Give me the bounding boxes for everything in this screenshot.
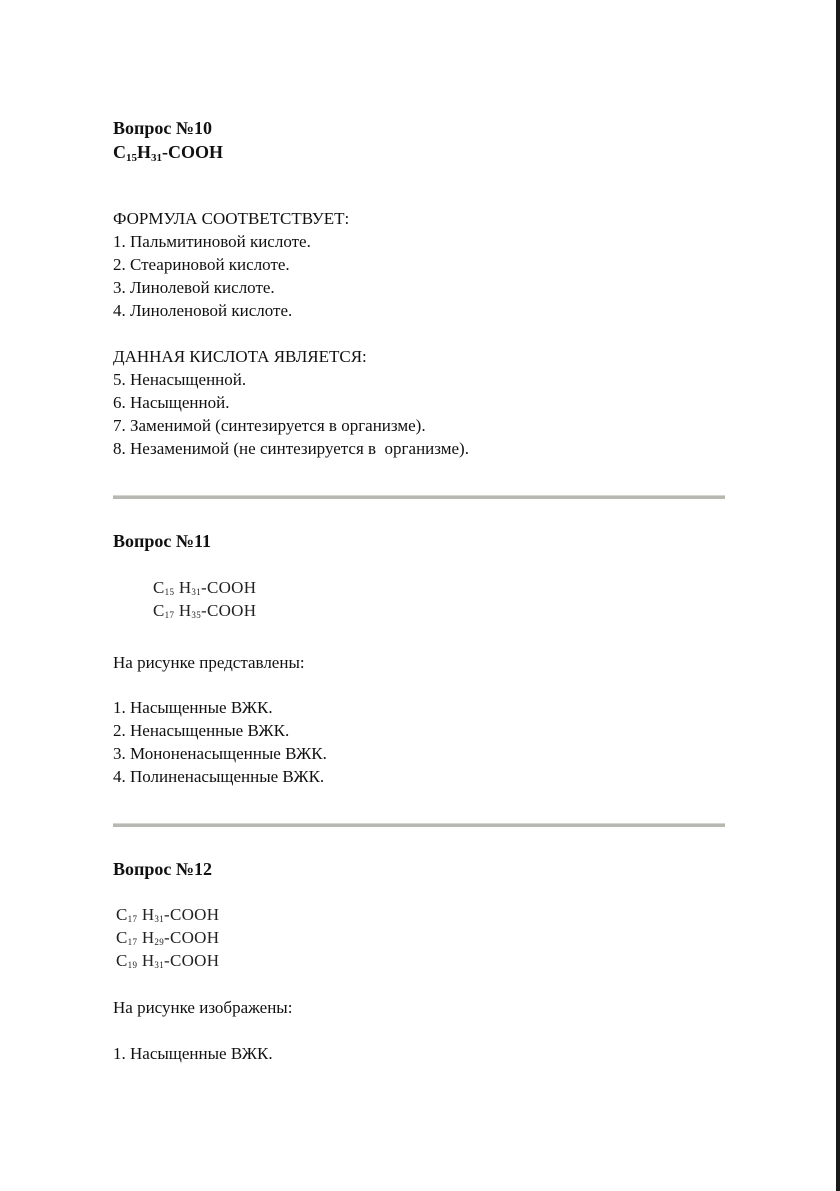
list-item: 2. Стеариновой кислоте. <box>113 255 290 274</box>
question-11-caption: На рисунке представлены: <box>113 653 305 672</box>
list-item: 1. Насыщенные ВЖК. <box>113 698 273 717</box>
question-10-title: Вопрос №10 <box>113 118 212 138</box>
list-item: 3. Линолевой кислоте. <box>113 278 275 297</box>
list-item: 4. Полиненасыщенные ВЖК. <box>113 767 325 786</box>
list-item: 5. Ненасыщенной. <box>113 370 247 389</box>
question-12-title: Вопрос №12 <box>113 859 212 879</box>
list-item: 3. Мононенасыщенные ВЖК. <box>113 744 327 763</box>
divider <box>113 495 725 499</box>
question-11-formula-2: $C_{17}$ $H_{35}$-COOH <box>153 601 257 620</box>
page-edge <box>836 0 840 1191</box>
divider <box>113 823 725 827</box>
question-10-formula: $C_{15}H_{31}$-COOH <box>113 142 224 164</box>
list-item: 4. Линоленовой кислоте. <box>113 301 293 320</box>
question-12-formula-1: $C_{17}$ $H_{31}$-COOH <box>116 905 220 924</box>
question-12-formula-3: $C_{19}$ $H_{31}$-COOH <box>116 951 220 970</box>
question-10-section-formula: ФОРМУЛА СООТВЕТСТВУЕТ: <box>113 209 350 228</box>
list-item: 6. Насыщенной. <box>113 393 230 412</box>
list-item: 1. Насыщенные ВЖК. <box>113 1044 273 1063</box>
list-item: 7. Заменимой (синтезируется в организме). <box>113 416 426 435</box>
list-item: 1. Пальмитиновой кислоте. <box>113 232 311 251</box>
list-item: 8. Незаменимой (не синтезируется в организме). <box>113 439 469 458</box>
list-item: 2. Ненасыщенные ВЖК. <box>113 721 290 740</box>
question-12-caption: На рисунке изображены: <box>113 998 293 1017</box>
question-10-section-acid: ДАННАЯ КИСЛОТА ЯВЛЯЕТСЯ: <box>113 347 367 366</box>
question-12-formula-2: $C_{17}$ $H_{29}$-COOH <box>116 928 220 947</box>
question-11-title: Вопрос №11 <box>113 531 211 551</box>
question-11-formula-1: $C_{15}$ $H_{31}$-COOH <box>153 578 257 597</box>
